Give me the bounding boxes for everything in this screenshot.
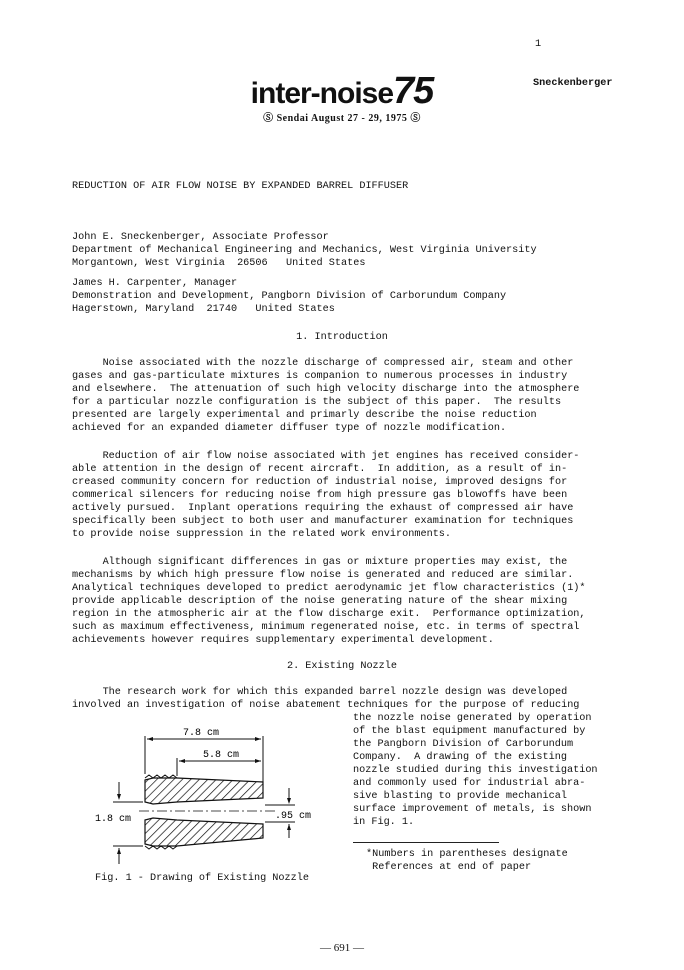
text-line: The research work for which this expanded barrel nozzle design was developed bbox=[72, 687, 568, 698]
paragraph-1 bbox=[72, 357, 612, 435]
text-line: involved an investigation of noise abatement techniques for the purpose of reducing bbox=[72, 700, 580, 711]
paragraph-3 bbox=[72, 556, 612, 647]
header-page-number: 1 bbox=[535, 39, 542, 50]
author-line: Department of Mechanical Engineering and Mechanics, West Virginia University bbox=[72, 245, 537, 256]
conference-info: Ⓢ Sendai August 27 - 29, 1975 Ⓢ bbox=[263, 113, 421, 124]
paragraph-4-right-column bbox=[353, 712, 598, 829]
author-line: Demonstration and Development, Pangborn Division of Carborundum Company bbox=[72, 291, 507, 302]
text-line: for a particular nozzle configuration is the subject of this paper. The results bbox=[72, 397, 562, 408]
text-line: creased community concern for reduction of industrial noise, improved designs for bbox=[72, 477, 568, 488]
text-line: mechanisms by which high pressure flow noise is generated and reduced are similar. bbox=[72, 570, 574, 581]
dim-label-total-length: 7.8 cm bbox=[183, 728, 220, 739]
text-line: the nozzle noise generated by operation bbox=[353, 713, 592, 724]
text-line: Analytical techniques developed to predict aerodynamic jet flow characteristics (1)* bbox=[72, 583, 586, 594]
author-line: Morgantown, West Virginia 26506 United States bbox=[72, 258, 366, 269]
nozzle-drawing-figure bbox=[95, 722, 345, 872]
text-line: such as maximum effectiveness, minimum regenerated noise, etc. in terms of spectral bbox=[72, 622, 580, 633]
section-heading-existing-nozzle: 2. Existing Nozzle bbox=[286, 661, 398, 672]
text-line: commerical silencers for reducing noise from high pressure gas blowoffs have been bbox=[72, 490, 568, 501]
conference-logo bbox=[0, 70, 684, 113]
paper-title: REDUCTION OF AIR FLOW NOISE BY EXPANDED BARREL DIFFUSER bbox=[72, 181, 409, 192]
paragraph-2 bbox=[72, 450, 612, 541]
text-line: sive blasting to provide mechanical bbox=[353, 791, 567, 802]
dim-label-inner-length: 5.8 cm bbox=[203, 750, 240, 761]
text-line: gases and gas-particulate mixtures is companion to numerous processes in industry bbox=[72, 371, 568, 382]
footnote bbox=[366, 848, 568, 874]
author-line: John E. Sneckenberger, Associate Professor bbox=[72, 232, 329, 243]
footnote-rule bbox=[353, 842, 499, 843]
text-line: surface improvement of metals, is shown bbox=[353, 804, 592, 815]
dim-label-bore: .95 cm bbox=[275, 811, 312, 822]
footnote-line: *Numbers in parentheses designate bbox=[366, 849, 568, 860]
text-line: Company. A drawing of the existing bbox=[353, 752, 567, 763]
text-line: the Pangborn Division of Carborundum bbox=[353, 739, 574, 750]
text-line: of the blast equipment manufactured by bbox=[353, 726, 586, 737]
logo-prefix: inter-noise bbox=[250, 77, 394, 110]
text-line: in Fig. 1. bbox=[353, 817, 415, 828]
text-line: and commonly used for industrial abra- bbox=[353, 778, 586, 789]
text-line: region in the atmospheric air at the flow discharge exit. Performance optimization, bbox=[72, 609, 586, 620]
author-line: Hagerstown, Maryland 21740 United States bbox=[72, 304, 335, 315]
text-line: achievements however requires supplementary experimental development. bbox=[72, 635, 494, 646]
section-heading-introduction: 1. Introduction bbox=[296, 332, 388, 343]
text-line: Although significant differences in gas or mixture properties may exist, the bbox=[72, 557, 568, 568]
text-line: provide applicable description of the noise generating nature of the shear mixing bbox=[72, 596, 568, 607]
text-line: presented are largely experimental and primarly describe the noise reduction bbox=[72, 410, 537, 421]
text-line: and elsewhere. The attenuation of such high velocity discharge into the atmosphere bbox=[72, 384, 580, 395]
paragraph-4 bbox=[72, 686, 612, 712]
text-line: achieved for an expanded diameter diffuser type of nozzle modification. bbox=[72, 423, 507, 434]
text-line: to provide noise suppression in the related work environments. bbox=[72, 529, 452, 540]
text-line: specifically been subject to both user and manufacturer examination for techniques bbox=[72, 516, 574, 527]
logo-year: 75 bbox=[393, 70, 434, 112]
page-number: — 691 — bbox=[320, 942, 364, 954]
text-line: Noise associated with the nozzle discharge of compressed air, steam and other bbox=[72, 358, 574, 369]
text-line: actively pursued. Inplant operations requiring the exhaust of compressed air have bbox=[72, 503, 574, 514]
author-line: James H. Carpenter, Manager bbox=[72, 278, 238, 289]
author-block-1 bbox=[72, 231, 612, 270]
text-line: Reduction of air flow noise associated with jet engines has received consider- bbox=[72, 451, 580, 462]
figure-caption: Fig. 1 - Drawing of Existing Nozzle bbox=[95, 873, 309, 884]
text-line: able attention in the design of recent aircraft. In addition, as a result of in- bbox=[72, 464, 568, 475]
header-author: Sneckenberger bbox=[533, 78, 613, 89]
dim-label-outer-diameter: 1.8 cm bbox=[95, 814, 132, 825]
author-block-2 bbox=[72, 277, 612, 316]
footnote-line: References at end of paper bbox=[366, 862, 532, 873]
text-line: nozzle studied during this investigation bbox=[353, 765, 598, 776]
